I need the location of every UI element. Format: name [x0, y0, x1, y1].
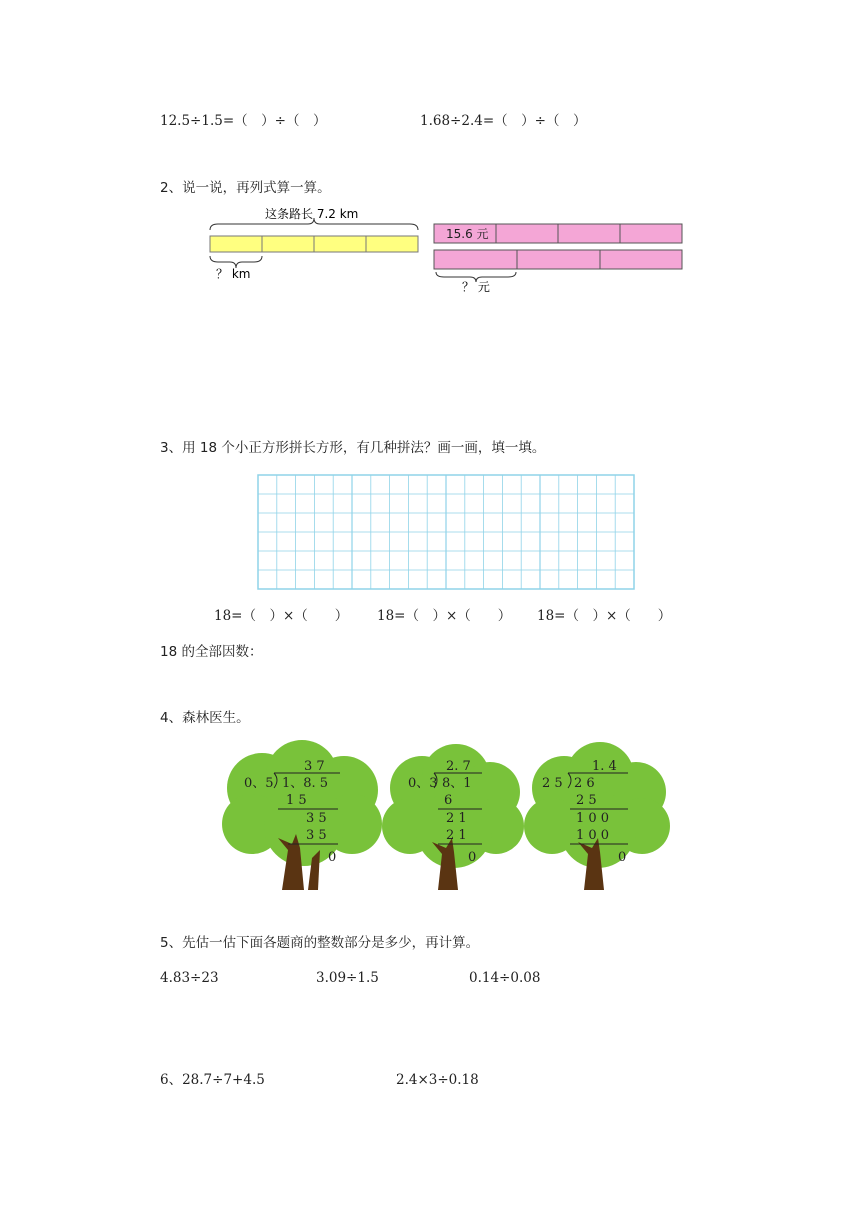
factors-label: 18 的全部因数： [160, 644, 263, 660]
step-1: 1 5 [286, 793, 307, 808]
divisor: 0、5 [244, 776, 274, 791]
step-4: 0 [618, 850, 627, 865]
road-part-label: ？ km [216, 267, 251, 281]
q1-equation-1: 12.5÷1.5=（ ）÷（ ） [160, 113, 327, 129]
road-total-label: 这条路长 7.2 km [265, 208, 359, 221]
step-1: 2 5 [576, 793, 597, 808]
q5-item-2: 3.09÷1.5 [316, 970, 379, 986]
road-diagram [200, 208, 430, 286]
step-1: 6 [444, 793, 453, 808]
q6-item-2: 2.4×3÷0.18 [396, 1072, 479, 1088]
dividend: 2 6 [574, 776, 595, 791]
square-grid [257, 474, 635, 590]
step-3: 3 5 [306, 828, 327, 843]
step-2: 1 0 0 [576, 811, 610, 826]
step-3: 1 0 0 [576, 828, 610, 843]
money-part-label: ？ 元 [462, 280, 490, 294]
q5-item-3: 0.14÷0.08 [469, 970, 541, 986]
money-diagram [430, 220, 686, 294]
quotient: 3 7 [304, 759, 325, 774]
q5-item-1: 4.83÷23 [160, 970, 219, 986]
dividend: 8、1 [442, 776, 472, 791]
q3-equation-1: 18=（ ）×（ ） [214, 608, 349, 624]
q3-title: 3、用 18 个小正方形拼长方形，有几种拼法？画一画，填一填。 [160, 440, 546, 456]
q4-title: 4、森林医生。 [160, 710, 250, 726]
q3-equation-3: 18=（ ）×（ ） [537, 608, 672, 624]
q2-title: 2、说一说，再列式算一算。 [160, 180, 331, 196]
step-2: 2 1 [446, 811, 467, 826]
quotient: 2. 7 [446, 759, 471, 774]
money-bar-bottom [434, 250, 682, 269]
tree-3 [524, 742, 670, 890]
q1-equation-2: 1.68÷2.4=（ ）÷（ ） [420, 113, 587, 129]
tree-1 [222, 740, 384, 890]
q6-item-1: 6、28.7÷7+4.5 [160, 1072, 265, 1088]
q3-equation-2: 18=（ ）×（ ） [377, 608, 512, 624]
quotient: 1. 4 [592, 759, 617, 774]
step-3: 2 1 [446, 828, 467, 843]
divisor: 0、3 [408, 776, 438, 791]
step-4: 0 [468, 850, 477, 865]
q5-title: 5、先估一估下面各题商的整数部分是多少，再计算。 [160, 935, 480, 951]
money-first-label: 15.6 元 [446, 227, 489, 241]
dividend: 1、8. 5 [282, 776, 329, 791]
step-4: 0 [328, 850, 337, 865]
step-2: 3 5 [306, 811, 327, 826]
divisor: 2 5 [542, 776, 563, 791]
tree-2 [382, 742, 524, 890]
